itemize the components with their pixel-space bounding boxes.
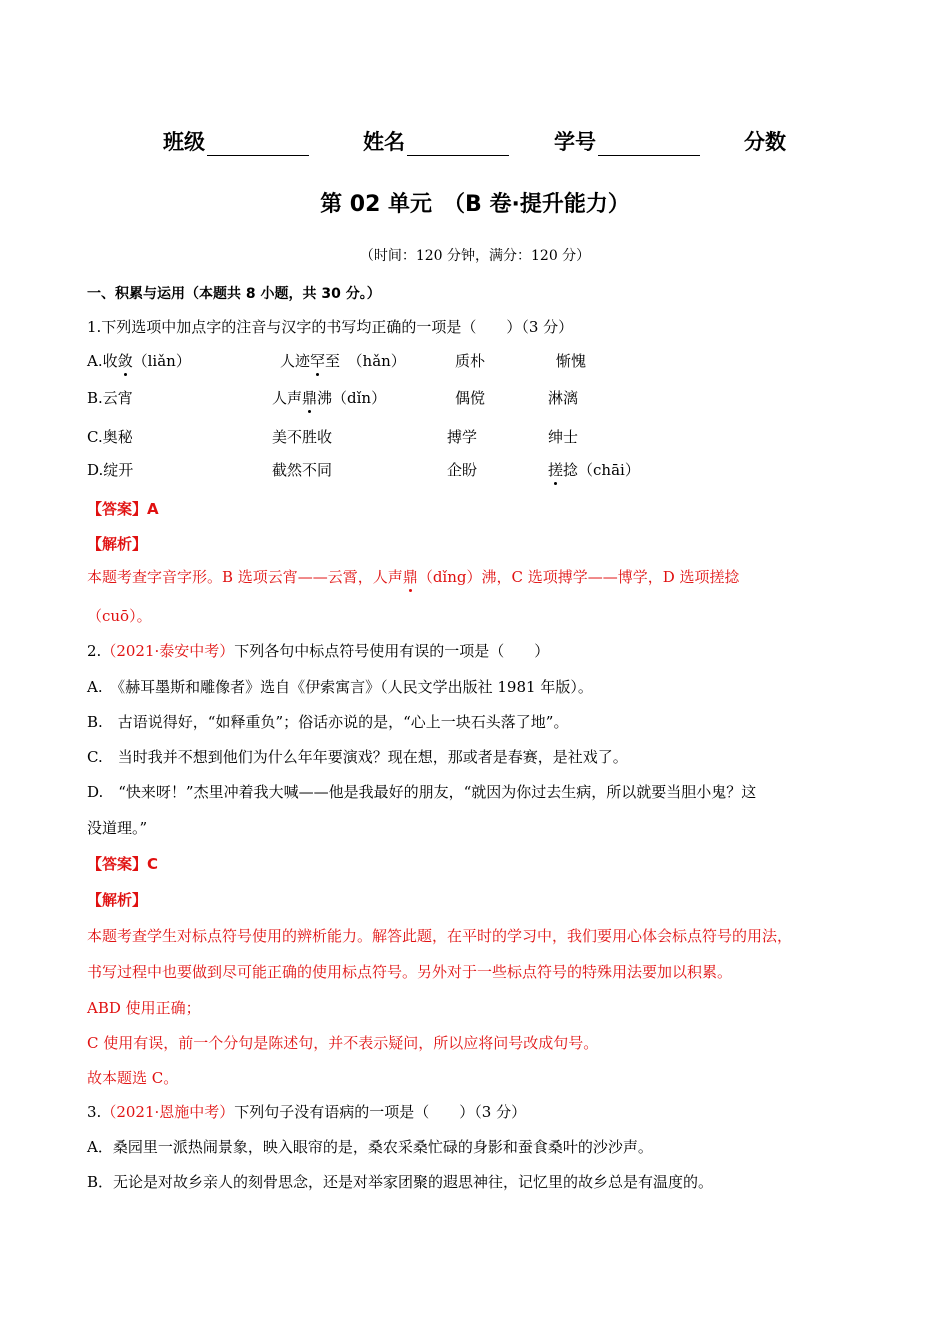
q2-option-d: D. “快来呀！”杰里冲着我大喊——他是我最好的朋友，“就因为你过去生病，所以就要当胆小鬼？这 — [87, 783, 757, 801]
q2-analysis-line: 故本题选 C。 — [87, 1069, 179, 1087]
q2-option-d-cont: 没道理。” — [87, 819, 148, 837]
q1-a-item3: 质朴 — [455, 352, 486, 370]
q2-analysis-line: 本题考查学生对标点符号使用的辨析能力。解答此题，在平时的学习中，我们要用心体会标点符号的用法， — [87, 927, 793, 945]
q3-option-b: B．无论是对故乡亲人的刻骨思念，还是对举家团聚的遐思神往，记忆里的故乡总是有温度的。 — [87, 1173, 714, 1191]
q2-source: （2021·泰安中考） — [101, 642, 235, 660]
q1-d-item3: 企盼 — [447, 461, 478, 479]
class-field — [163, 126, 309, 156]
q3-source: （2021·恩施中考） — [101, 1103, 235, 1121]
q3-option-a: A．桑园里一派热闹景象，映入眼帘的是，桑农采桑忙碌的身影和蚕食桑叶的沙沙声。 — [87, 1138, 653, 1156]
id-field — [554, 126, 700, 156]
q1-a-item2: 人迹罕至 （hǎn） — [280, 352, 406, 370]
q1-analysis-label: 【解析】 — [87, 535, 148, 553]
q1-c-item4: 绅士 — [548, 428, 579, 446]
class-blank[interactable] — [207, 135, 309, 156]
q1-analysis: 本题考查字音字形。B 选项云宵——云霄，人声鼎（dǐng）沸，C 选项搏学——博学，D 选项搓捻 — [87, 568, 740, 586]
q1-option-c: C.奥秘 — [87, 428, 133, 446]
q1-analysis-line2: （cuō）。 — [87, 607, 152, 625]
q1-option-b: B.云宵 — [87, 389, 133, 407]
score-field — [744, 126, 786, 156]
page-subtitle: （时间：120 分钟，满分：120 分） — [359, 248, 591, 264]
id-label: 学号 — [554, 130, 596, 154]
dotted-char: 敛 — [117, 352, 133, 370]
q2-answer: 【答案】C — [87, 855, 159, 873]
q1-option-d: D.绽开 — [87, 461, 134, 479]
page-title: 第 02 单元 （B 卷·提升能力） — [320, 192, 630, 217]
q2-stem: 2.（2021·泰安中考）下列各句中标点符号使用有误的一项是（ ） — [87, 642, 550, 660]
q2-option-a: A. 《赫耳墨斯和雕像者》选自《伊索寓言》（人民文学出版社 1981 年版）。 — [87, 678, 593, 696]
q2-analysis-line: C 使用有误，前一个分句是陈述句，并不表示疑问，所以应将问号改成句号。 — [87, 1034, 599, 1052]
q1-b-item4: 淋漓 — [548, 389, 579, 407]
q2-analysis-line: 书写过程中也要做到尽可能正确的使用标点符号。另外对于一些标点符号的特殊用法要加以积累。 — [87, 963, 733, 981]
q2-analysis-label: 【解析】 — [87, 891, 148, 909]
dotted-char: 罕 — [310, 352, 326, 370]
q2-option-b: B. 古语说得好，“如释重负”；俗话亦说的是，“心上一块石头落了地”。 — [87, 713, 569, 731]
score-label: 分数 — [744, 130, 786, 154]
id-blank[interactable] — [598, 135, 700, 156]
q1-stem: 1.下列选项中加点字的注音与汉字的书写均正确的一项是（ ）（3 分） — [87, 318, 574, 336]
dotted-char: 鼎 — [302, 389, 318, 407]
q2-option-c: C. 当时我并不想到他们为什么年年要演戏？现在想，那或者是春赛，是社戏了。 — [87, 748, 628, 766]
class-label: 班级 — [163, 130, 205, 154]
name-label: 姓名 — [363, 130, 405, 154]
q2-analysis-line: ABD 使用正确； — [87, 999, 201, 1017]
q1-d-item4: 搓捻（chāi） — [548, 461, 640, 479]
q1-answer: 【答案】A — [87, 500, 159, 518]
q1-d-item2: 截然不同 — [272, 461, 333, 479]
dotted-char: 鼎 — [402, 568, 418, 586]
q1-option-a: A.收敛（liǎn） — [87, 352, 191, 370]
dotted-char: 搓 — [548, 461, 564, 479]
name-blank[interactable] — [407, 135, 509, 156]
q3-stem: 3.（2021·恩施中考）下列句子没有语病的一项是（ ）（3 分） — [87, 1103, 527, 1121]
name-field — [363, 126, 509, 156]
q1-a-item4: 惭愧 — [556, 352, 587, 370]
q1-b-item2: 人声鼎沸（dǐn） — [272, 389, 387, 407]
q1-c-item3: 搏学 — [447, 428, 478, 446]
section-heading: 一、积累与运用（本题共 8 小题，共 30 分。） — [87, 286, 381, 302]
q1-c-item2: 美不胜收 — [272, 428, 333, 446]
q1-b-item3: 偶傥 — [455, 389, 486, 407]
